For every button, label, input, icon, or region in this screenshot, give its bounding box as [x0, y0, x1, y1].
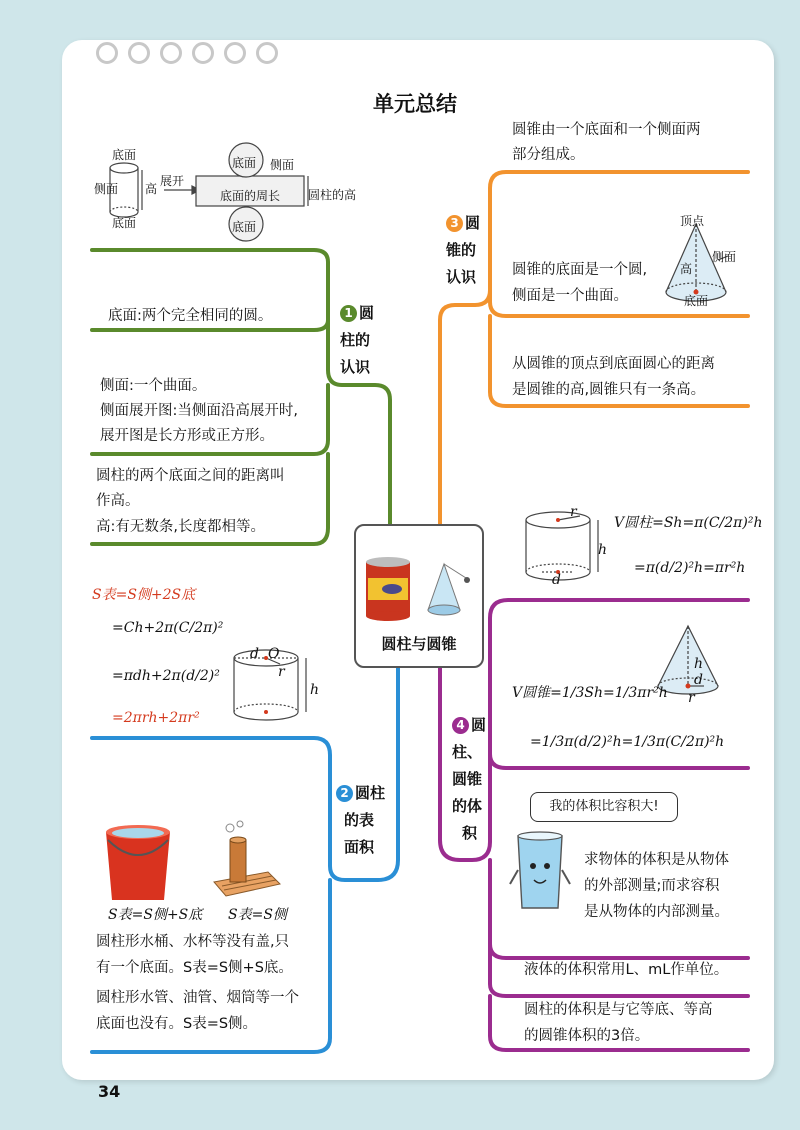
branch3-item3-l1: 从圆锥的顶点到底面圆心的距离: [512, 356, 715, 372]
surface-label-r: r: [278, 664, 285, 680]
branch4-label-l4: 的体: [452, 797, 483, 815]
branch1-item2-l1: 侧面:一个曲面。: [100, 378, 207, 394]
branch1-label-l3: 认识: [340, 358, 371, 376]
unfold-label-circle-bottom: 底面: [232, 220, 257, 234]
cyl-label-h: h: [598, 542, 608, 558]
branch4-text1-l2: 的外部测量;而求容积: [584, 878, 720, 894]
page-number: 34: [98, 1082, 121, 1101]
cone-label-apex: 顶点: [680, 214, 705, 228]
cone-label-side: 侧面: [712, 250, 737, 264]
unfold-label-circle-top: 底面: [232, 156, 257, 170]
cyl-label-r: r: [570, 504, 577, 520]
branch3-label: [446, 210, 480, 291]
branch3-item3-l2: 是圆锥的高,圆锥只有一条高。: [512, 382, 706, 398]
branch4-label-l3: 圆锥: [452, 770, 483, 788]
unfold-label-cylinder-height: 圆柱的高: [308, 188, 357, 202]
branch2-text-l2: 有一个底面。S表=S侧+S底。: [96, 960, 293, 976]
unfold-label-rect: 底面的周长: [219, 189, 280, 203]
branch2-text-l3: 圆柱形水管、油管、烟筒等一个: [96, 990, 299, 1006]
branch4-label: [452, 712, 486, 847]
unfold-label-base-bottom: 底面: [112, 216, 137, 230]
branch3-item2-l2: 侧面是一个曲面。: [512, 288, 628, 304]
branch1-label-l2: 柱的: [340, 331, 371, 349]
cone-volume-formula-l1: V圆锥=1/3Sh=1/3πr²h: [512, 685, 668, 701]
branch4-text2: 液体的体积常用L、mL作单位。: [524, 962, 729, 978]
branch4-label-l5: 积: [462, 824, 478, 842]
branch3-item2-l1: 圆锥的底面是一个圆,: [512, 262, 648, 278]
branch3-label-l2: 锥的: [446, 241, 477, 259]
cyl-volume-formula-l2: =π(d/2)²h=πr²h: [634, 560, 746, 576]
branch4-number: 4: [452, 717, 469, 734]
bucket-formula: S表=S侧+S底: [108, 907, 203, 923]
branch4-label-l2: 柱、: [452, 743, 483, 761]
cone-label-height: 高: [680, 262, 693, 276]
branch2-label: [336, 780, 385, 861]
cup-speech-bubble: 我的体积比容积大!: [530, 792, 678, 822]
surface-formula-l2: =Ch+2π(C/2π)²: [112, 620, 224, 636]
branch3-label-l1: 圆: [465, 214, 481, 232]
branch1-item2-l3: 展开图是长方形或正方形。: [100, 428, 274, 444]
branch4-text1-l1: 求物体的体积是从物体: [584, 852, 729, 868]
branch4-label-l1: 圆: [471, 716, 487, 734]
cyl-label-d: d: [552, 572, 561, 588]
surface-label-o: O: [268, 646, 280, 662]
unfold-label-side: 侧面: [94, 182, 119, 196]
center-topic-card: [354, 524, 484, 668]
can-and-cone-illustration: [362, 552, 474, 628]
branch1-label-l1: 圆: [359, 304, 375, 322]
branch4-text1-l3: 是从物体的内部测量。: [584, 904, 729, 920]
surface-label-h: h: [310, 682, 320, 698]
branch4-text3-l1: 圆柱的体积是与它等底、等高: [524, 1002, 713, 1018]
page-title: 单元总结: [373, 92, 457, 116]
branch3-label-l3: 认识: [446, 268, 477, 286]
unfold-label-base-top: 底面: [112, 148, 137, 162]
branch1-item3-l3: 高:有无数条,长度都相等。: [96, 519, 265, 535]
cone-label-h: h: [694, 656, 704, 672]
bucket-illustration: [100, 820, 176, 904]
branch2-label-l2: 的表: [344, 811, 375, 829]
center-topic-label: 圆柱与圆锥: [381, 635, 457, 653]
pipe-illustration: [208, 820, 284, 904]
cone-label-d: d: [694, 672, 703, 688]
unfold-label-height: 高: [145, 182, 158, 196]
branch1-item2-l2: 侧面展开图:当侧面沿高展开时,: [100, 403, 298, 419]
branch2-label-l1: 圆柱: [355, 784, 386, 802]
surface-label-d: d: [250, 646, 259, 662]
branch1-item1: 底面:两个完全相同的圆。: [108, 308, 273, 324]
branch1-item3-l1: 圆柱的两个底面之间的距离叫: [96, 468, 285, 484]
cone-label-base: 底面: [684, 294, 709, 308]
branch2-number: 2: [336, 785, 353, 802]
surface-formula-l1: S表=S侧+2S底: [92, 587, 196, 603]
surface-formula-l3: =πdh+2π(d/2)²: [112, 668, 220, 684]
unfold-label-side-rect: 侧面: [270, 158, 295, 172]
unfold-label-arrow: 展开: [160, 174, 185, 188]
branch4-text3-l2: 的圆锥体积的3倍。: [524, 1028, 650, 1044]
branch1-item3-l2: 作高。: [96, 493, 140, 509]
branch3-item1-l2: 部分组成。: [512, 147, 585, 163]
branch3-number: 3: [446, 215, 463, 232]
cone-volume-formula-l2: =1/3π(d/2)²h=1/3π(C/2π)²h: [530, 734, 725, 750]
branch2-label-l3: 面积: [344, 838, 375, 856]
cup-character-illustration: [508, 826, 572, 916]
pipe-formula: S表=S侧: [228, 907, 287, 923]
branch2-text-l1: 圆柱形水桶、水杯等没有盖,只: [96, 934, 290, 950]
surface-formula-l4: =2πrh+2πr²: [112, 710, 200, 726]
branch1-label: [340, 300, 374, 381]
cone-label-r: r: [688, 690, 695, 706]
branch1-number: 1: [340, 305, 357, 322]
branch3-item1-l1: 圆锥由一个底面和一个侧面两: [512, 122, 701, 138]
cyl-volume-formula-l1: V圆柱=Sh=π(C/2π)²h: [614, 515, 763, 531]
branch2-text-l4: 底面也没有。S表=S侧。: [96, 1016, 258, 1032]
